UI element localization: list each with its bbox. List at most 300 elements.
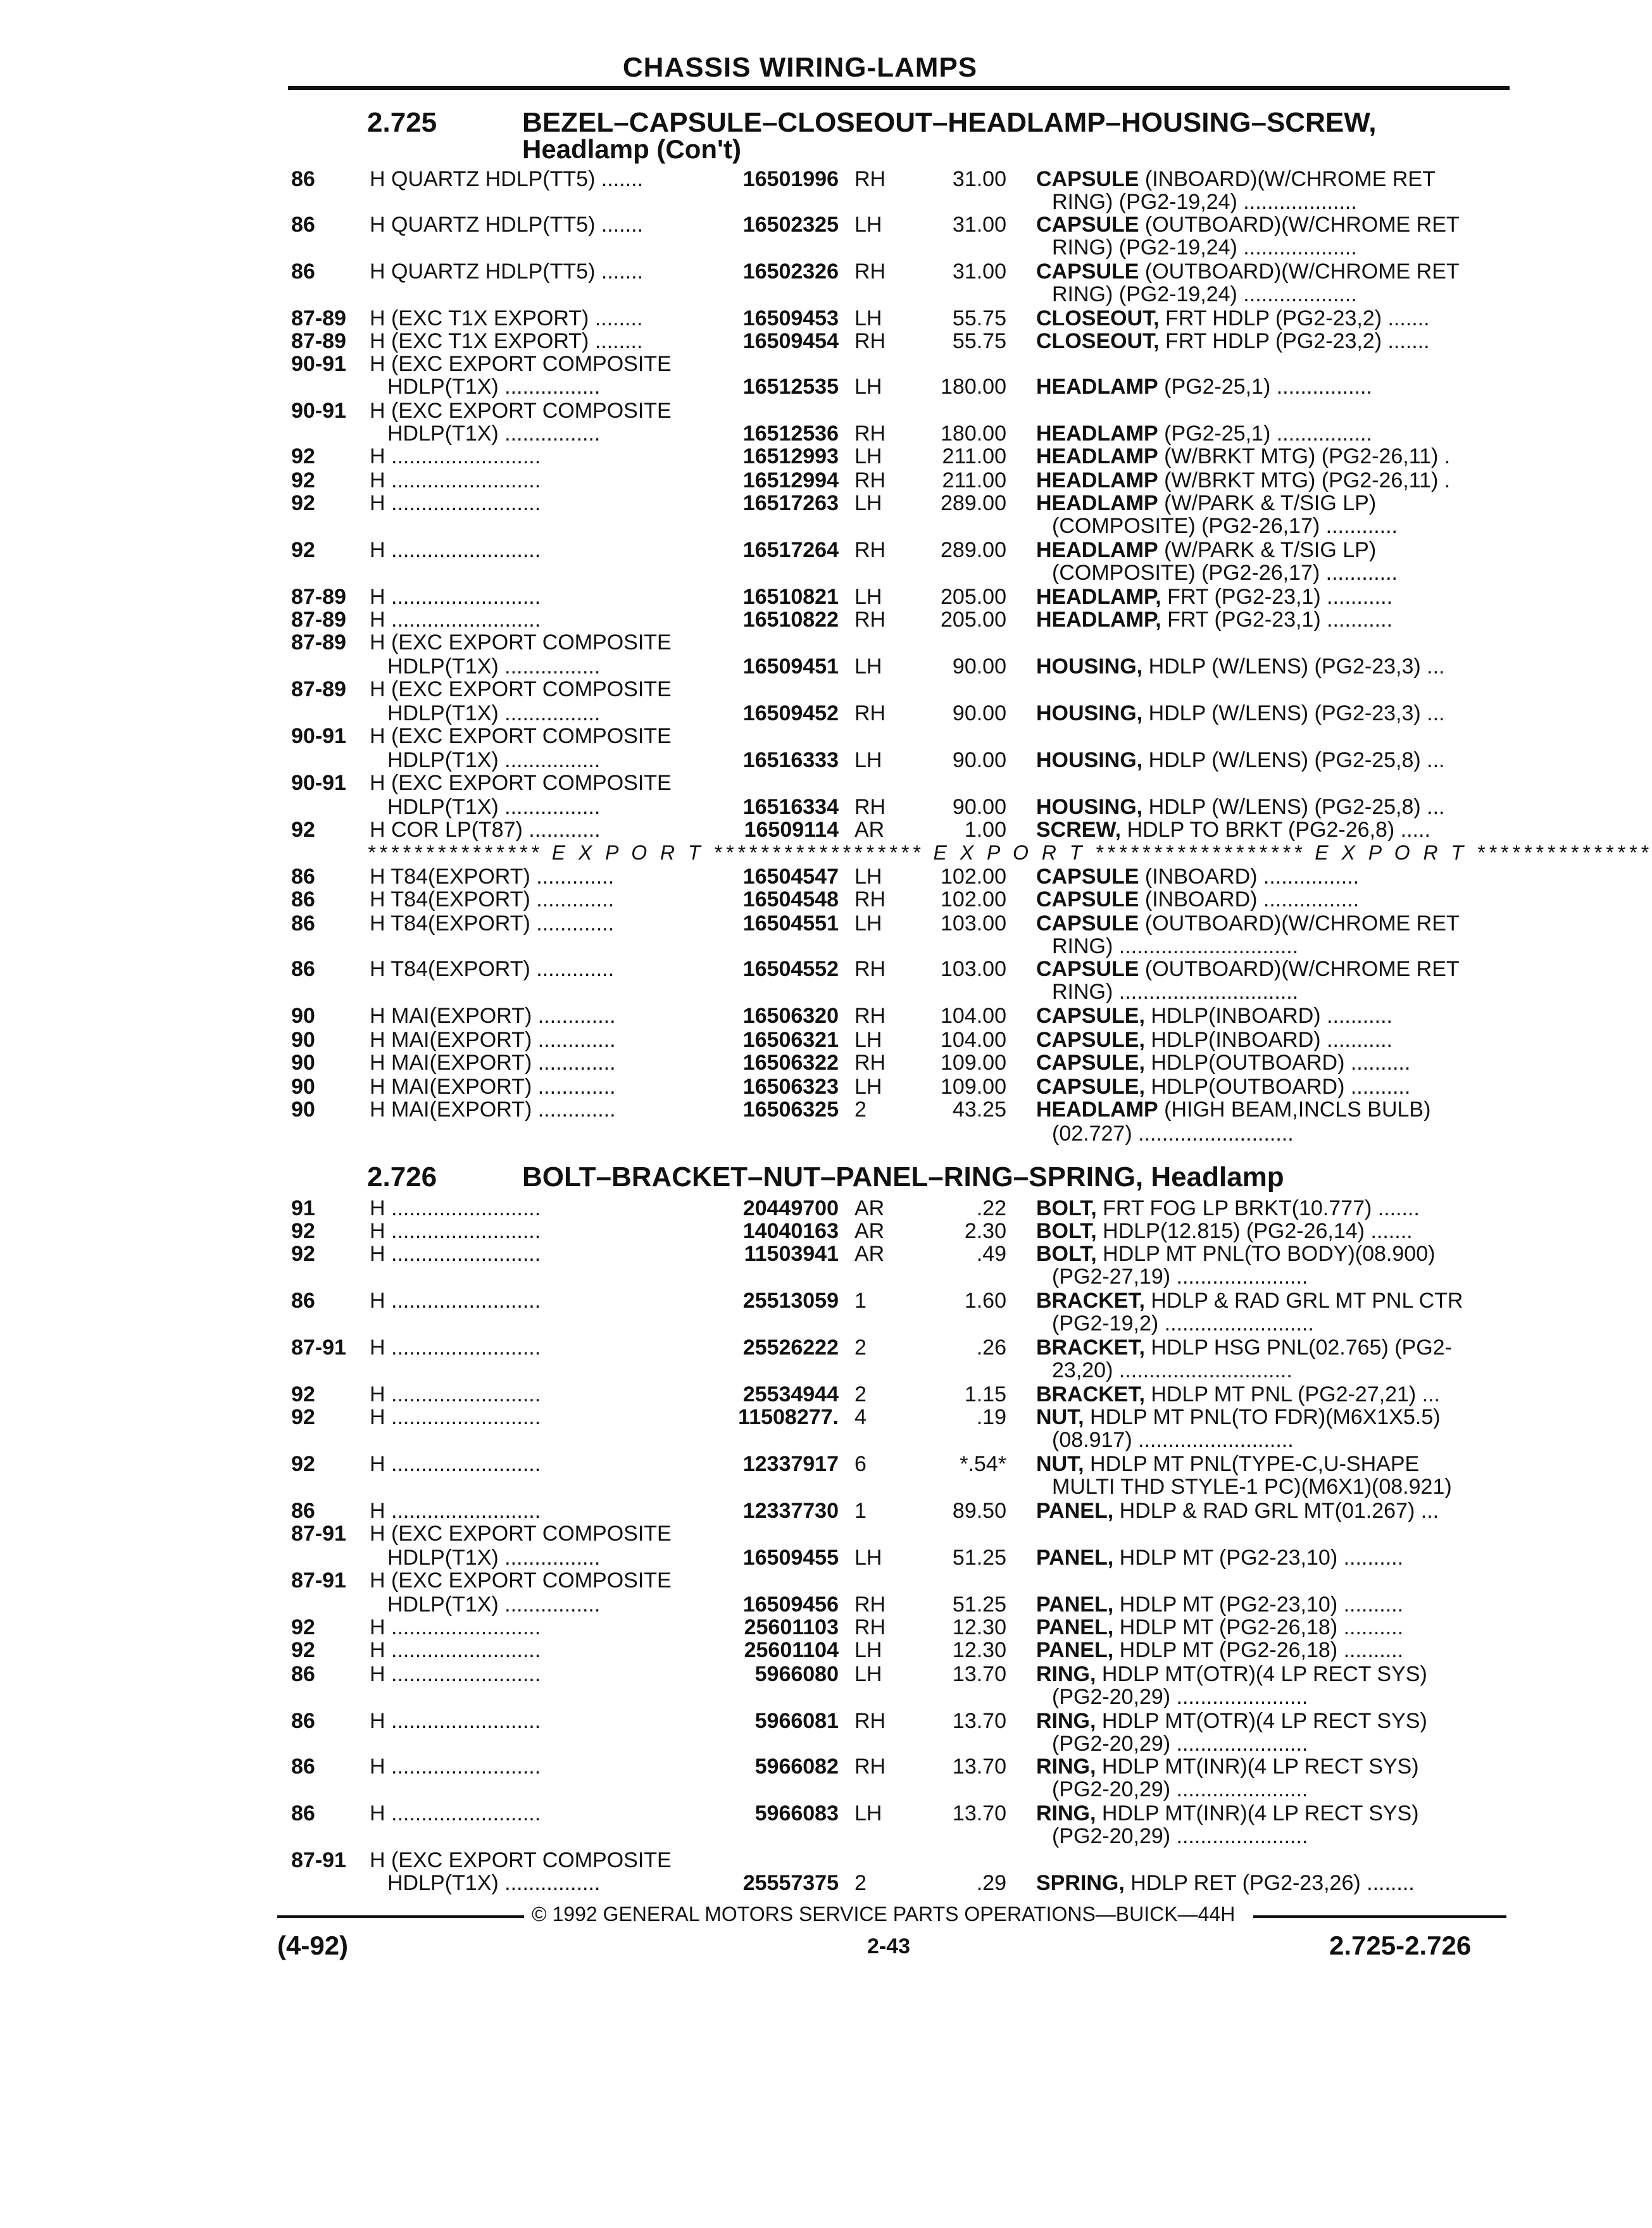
part-name: HEADLAMP (W/PARK & T/SIG LP) bbox=[1036, 538, 1377, 562]
table-row bbox=[0, 724, 1600, 748]
part-name: PANEL, HDLP MT (PG2-26,18) .......... bbox=[1036, 1638, 1404, 1662]
part-name: (PG2-20,29) ...................... bbox=[1052, 1824, 1308, 1848]
quantity: LH bbox=[854, 1028, 882, 1052]
part-number: 16509456 bbox=[742, 1593, 839, 1617]
table-row bbox=[0, 329, 1600, 353]
price: 13.70 bbox=[952, 1801, 1006, 1825]
table-row bbox=[0, 399, 1600, 423]
model-year: 87-89 bbox=[291, 306, 346, 330]
application-description: H ......................... bbox=[370, 1219, 541, 1243]
application-description: H (EXC EXPORT COMPOSITE bbox=[370, 1522, 672, 1546]
part-name: (PG2-20,29) ...................... bbox=[1052, 1685, 1308, 1709]
model-year: 86 bbox=[291, 260, 315, 284]
price: 31.00 bbox=[952, 260, 1006, 284]
part-name: BOLT, HDLP(12.815) (PG2-26,14) ....... bbox=[1036, 1219, 1413, 1243]
part-name: RING) (PG2-19,24) ................... bbox=[1052, 235, 1357, 260]
part-name: HEADLAMP (W/BRKT MTG) (PG2-26,11) . bbox=[1036, 468, 1451, 492]
application-description: H (EXC EXPORT COMPOSITE bbox=[370, 399, 672, 423]
part-number: 16509453 bbox=[742, 306, 839, 330]
price: 13.70 bbox=[952, 1755, 1006, 1779]
part-name: PANEL, HDLP MT (PG2-26,18) .......... bbox=[1036, 1615, 1404, 1639]
price: 180.00 bbox=[941, 422, 1006, 446]
quantity: LH bbox=[854, 375, 882, 399]
table-row bbox=[0, 654, 1600, 679]
table-row bbox=[0, 1662, 1600, 1686]
part-name: BOLT, HDLP MT PNL(TO BODY)(08.900) bbox=[1036, 1242, 1436, 1266]
part-name: SCREW, HDLP TO BRKT (PG2-26,8) ..... bbox=[1036, 818, 1430, 842]
application-description: HDLP(T1X) ................ bbox=[387, 795, 601, 819]
table-row-continuation bbox=[0, 1358, 1600, 1382]
table-row bbox=[0, 444, 1600, 468]
application-description: H (EXC T1X EXPORT) ........ bbox=[370, 306, 643, 330]
part-name: (PG2-20,29) ...................... bbox=[1052, 1732, 1308, 1756]
table-row bbox=[0, 911, 1600, 936]
model-year: 87-89 bbox=[291, 677, 346, 701]
part-number: 16517263 bbox=[742, 491, 839, 515]
quantity: RH bbox=[854, 1004, 886, 1028]
price: 211.00 bbox=[942, 468, 1006, 492]
table-row bbox=[0, 1382, 1600, 1406]
page-header: CHASSIS WIRING-LAMPS bbox=[622, 52, 978, 83]
table-row-continuation bbox=[0, 282, 1600, 306]
part-name: CAPSULE (OUTBOARD)(W/CHROME RET bbox=[1036, 957, 1460, 981]
price: 103.00 bbox=[941, 911, 1006, 936]
application-description: H ......................... bbox=[370, 1336, 541, 1360]
part-number: 16512993 bbox=[742, 444, 839, 468]
table-row bbox=[0, 468, 1600, 492]
part-name: RING, HDLP MT(OTR)(4 LP RECT SYS) bbox=[1036, 1662, 1427, 1686]
model-year: 86 bbox=[291, 167, 315, 191]
price: 104.00 bbox=[941, 1028, 1006, 1052]
price: .49 bbox=[976, 1242, 1006, 1266]
table-row bbox=[0, 1405, 1600, 1429]
table-row bbox=[0, 630, 1600, 654]
model-year: 86 bbox=[291, 1709, 315, 1733]
part-name: CAPSULE (INBOARD) ................ bbox=[1036, 865, 1360, 889]
model-year: 86 bbox=[291, 1801, 315, 1825]
quantity: 6 bbox=[854, 1452, 867, 1476]
part-name: HEADLAMP (PG2-25,1) ................ bbox=[1036, 375, 1372, 399]
price: 51.25 bbox=[952, 1546, 1006, 1570]
application-description: H (EXC EXPORT COMPOSITE bbox=[370, 1568, 672, 1593]
part-name: HEADLAMP, FRT (PG2-23,1) ........... bbox=[1036, 585, 1393, 609]
application-description: H QUARTZ HDLP(TT5) ....... bbox=[370, 167, 643, 191]
application-description: H (EXC T1X EXPORT) ........ bbox=[370, 329, 643, 353]
table-row bbox=[0, 1051, 1600, 1075]
model-year: 87-89 bbox=[291, 585, 346, 609]
part-number: 16509454 bbox=[742, 329, 839, 353]
part-number: 16512536 bbox=[742, 422, 839, 446]
application-description: H QUARTZ HDLP(TT5) ....... bbox=[370, 213, 643, 237]
part-number: 16516333 bbox=[742, 748, 839, 772]
part-number: 16504548 bbox=[742, 887, 839, 911]
model-year: 87-89 bbox=[291, 630, 346, 654]
model-year: 90 bbox=[291, 1075, 315, 1099]
application-description: H ......................... bbox=[370, 1638, 541, 1662]
application-description: H ......................... bbox=[370, 608, 541, 632]
part-number: 16509455 bbox=[742, 1546, 839, 1570]
application-description: H ......................... bbox=[370, 1405, 541, 1429]
table-row bbox=[0, 1196, 1600, 1220]
part-name: PANEL, HDLP & RAD GRL MT(01.267) ... bbox=[1036, 1499, 1439, 1523]
table-row-continuation bbox=[0, 235, 1600, 260]
price: 289.00 bbox=[941, 538, 1006, 562]
export-divider bbox=[0, 841, 1652, 865]
table-row bbox=[0, 701, 1600, 725]
part-name: RING, HDLP MT(INR)(4 LP RECT SYS) bbox=[1036, 1801, 1419, 1825]
price: 89.50 bbox=[952, 1499, 1006, 1523]
part-number: 5966080 bbox=[754, 1662, 839, 1686]
section-title: BEZEL–CAPSULE–CLOSEOUT–HEADLAMP–HOUSING–SCREW, bbox=[522, 107, 1377, 138]
part-name: BRACKET, HDLP & RAD GRL MT PNL CTR bbox=[1036, 1289, 1463, 1313]
quantity: 1 bbox=[854, 1289, 867, 1313]
table-row bbox=[0, 1499, 1600, 1523]
part-name: 23,20) ............................. bbox=[1052, 1358, 1292, 1382]
application-description: H T84(EXPORT) ............. bbox=[370, 887, 615, 911]
part-number: 16506325 bbox=[742, 1098, 839, 1122]
part-number: 16509452 bbox=[742, 701, 839, 725]
part-name: CAPSULE, HDLP(OUTBOARD) .......... bbox=[1036, 1075, 1411, 1099]
footer-range: 2.725-2.726 bbox=[1329, 1931, 1472, 1960]
price: 1.00 bbox=[964, 818, 1006, 842]
model-year: 87-91 bbox=[291, 1568, 346, 1593]
part-number: 16502325 bbox=[742, 213, 839, 237]
table-row bbox=[0, 585, 1600, 609]
model-year: 86 bbox=[291, 865, 315, 889]
table-row-continuation bbox=[0, 1265, 1600, 1289]
quantity: LH bbox=[854, 444, 882, 468]
price: .19 bbox=[976, 1405, 1006, 1429]
table-row-continuation bbox=[0, 1311, 1600, 1336]
application-description: H ......................... bbox=[370, 1801, 541, 1825]
part-number: 16506323 bbox=[742, 1075, 839, 1099]
application-description: HDLP(T1X) ................ bbox=[387, 375, 601, 399]
table-row bbox=[0, 1593, 1600, 1617]
part-name: CAPSULE (INBOARD) ................ bbox=[1036, 887, 1360, 911]
footer-page-number: 2-43 bbox=[867, 1934, 911, 1958]
model-year: 92 bbox=[291, 468, 315, 492]
table-row bbox=[0, 167, 1600, 191]
part-number: 16509451 bbox=[742, 654, 839, 679]
quantity: 2 bbox=[854, 1382, 867, 1406]
part-number: 25601104 bbox=[744, 1638, 839, 1662]
part-name: HOUSING, HDLP (W/LENS) (PG2-25,8) ... bbox=[1036, 748, 1445, 772]
table-row bbox=[0, 1242, 1600, 1266]
part-name: RING) .............................. bbox=[1052, 934, 1299, 958]
quantity: LH bbox=[854, 1662, 882, 1686]
part-number: 16504551 bbox=[742, 911, 839, 936]
table-row bbox=[0, 1452, 1600, 1476]
application-description: H ......................... bbox=[370, 1196, 541, 1220]
model-year: 87-89 bbox=[291, 608, 346, 632]
price: 55.75 bbox=[952, 306, 1006, 330]
model-year: 92 bbox=[291, 1452, 315, 1476]
application-description: H ......................... bbox=[370, 468, 541, 492]
part-name: (PG2-19,2) ......................... bbox=[1052, 1311, 1314, 1336]
model-year: 86 bbox=[291, 213, 315, 237]
table-row bbox=[0, 491, 1600, 515]
part-number: 25513059 bbox=[742, 1289, 839, 1313]
quantity: RH bbox=[854, 422, 886, 446]
quantity: RH bbox=[854, 1709, 886, 1733]
quantity: 4 bbox=[854, 1405, 867, 1429]
price: 13.70 bbox=[952, 1709, 1006, 1733]
price: 102.00 bbox=[941, 887, 1006, 911]
table-row bbox=[0, 1098, 1600, 1122]
table-row-continuation bbox=[0, 1685, 1600, 1709]
model-year: 90-91 bbox=[291, 352, 346, 376]
model-year: 90 bbox=[291, 1004, 315, 1028]
part-number: 20449700 bbox=[742, 1196, 839, 1220]
quantity: AR bbox=[854, 1219, 885, 1243]
application-description: H MAI(EXPORT) ............. bbox=[370, 1051, 616, 1075]
quantity: 2 bbox=[854, 1098, 867, 1122]
quantity: RH bbox=[854, 608, 886, 632]
part-name: BOLT, FRT FOG LP BRKT(10.777) ....... bbox=[1036, 1196, 1420, 1220]
table-row bbox=[0, 1755, 1600, 1779]
application-description: H (EXC EXPORT COMPOSITE bbox=[370, 771, 672, 795]
quantity: LH bbox=[854, 1638, 882, 1662]
price: 1.15 bbox=[964, 1382, 1006, 1406]
part-number: 25526222 bbox=[742, 1336, 839, 1360]
model-year: 87-91 bbox=[291, 1848, 346, 1872]
table-row bbox=[0, 1638, 1600, 1662]
table-row-continuation bbox=[0, 1732, 1600, 1756]
price: 102.00 bbox=[941, 865, 1006, 889]
quantity: RH bbox=[854, 167, 886, 191]
quantity: LH bbox=[854, 654, 882, 679]
application-description: H (EXC EXPORT COMPOSITE bbox=[370, 724, 672, 748]
part-number: 12337730 bbox=[742, 1499, 839, 1523]
application-description: H ......................... bbox=[370, 444, 541, 468]
price: .29 bbox=[976, 1871, 1006, 1895]
application-description: H ......................... bbox=[370, 1662, 541, 1686]
quantity: LH bbox=[854, 911, 882, 936]
table-row bbox=[0, 1522, 1600, 1546]
model-year: 86 bbox=[291, 911, 315, 936]
table-row bbox=[0, 865, 1600, 889]
part-number: 16510822 bbox=[742, 608, 839, 632]
table-row bbox=[0, 1219, 1600, 1243]
model-year: 86 bbox=[291, 1289, 315, 1313]
application-description: H ......................... bbox=[370, 1242, 541, 1266]
table-row bbox=[0, 213, 1600, 237]
application-description: HDLP(T1X) ................ bbox=[387, 654, 601, 679]
table-row bbox=[0, 1075, 1600, 1099]
quantity: RH bbox=[854, 701, 886, 725]
part-name: CAPSULE (OUTBOARD)(W/CHROME RET bbox=[1036, 260, 1460, 284]
quantity: RH bbox=[854, 260, 886, 284]
table-row bbox=[0, 375, 1600, 399]
part-number: 16510821 bbox=[742, 585, 839, 609]
part-number: 16517264 bbox=[742, 538, 839, 562]
part-name: (PG2-20,29) ...................... bbox=[1052, 1777, 1308, 1801]
model-year: 92 bbox=[291, 1615, 315, 1639]
price: 90.00 bbox=[952, 748, 1006, 772]
quantity: LH bbox=[854, 491, 882, 515]
part-number: 25557375 bbox=[742, 1871, 839, 1895]
part-number: 16504552 bbox=[742, 957, 839, 981]
application-description: HDLP(T1X) ................ bbox=[387, 1871, 601, 1895]
application-description: HDLP(T1X) ................ bbox=[387, 422, 601, 446]
application-description: H ......................... bbox=[370, 538, 541, 562]
application-description: H (EXC EXPORT COMPOSITE bbox=[370, 677, 672, 701]
model-year: 92 bbox=[291, 1638, 315, 1662]
model-year: 92 bbox=[291, 1405, 315, 1429]
application-description: HDLP(T1X) ................ bbox=[387, 1546, 601, 1570]
quantity: LH bbox=[854, 1546, 882, 1570]
price: 205.00 bbox=[941, 608, 1006, 632]
application-description: H T84(EXPORT) ............. bbox=[370, 865, 615, 889]
quantity: LH bbox=[854, 865, 882, 889]
part-name: (08.917) .......................... bbox=[1052, 1428, 1294, 1452]
price: 55.75 bbox=[952, 329, 1006, 353]
part-name: PANEL, HDLP MT (PG2-23,10) .......... bbox=[1036, 1546, 1404, 1570]
table-row bbox=[0, 748, 1600, 772]
part-name: HOUSING, HDLP (W/LENS) (PG2-23,3) ... bbox=[1036, 701, 1445, 725]
quantity: 2 bbox=[854, 1871, 867, 1895]
model-year: 92 bbox=[291, 1382, 315, 1406]
price: .26 bbox=[976, 1336, 1006, 1360]
part-name: CLOSEOUT, FRT HDLP (PG2-23,2) ....... bbox=[1036, 329, 1430, 353]
part-number: 16506321 bbox=[742, 1028, 839, 1052]
table-row-continuation bbox=[0, 1475, 1600, 1499]
application-description: H ......................... bbox=[370, 1755, 541, 1779]
quantity: LH bbox=[854, 213, 882, 237]
model-year: 92 bbox=[291, 1242, 315, 1266]
application-description: H T84(EXPORT) ............. bbox=[370, 911, 615, 936]
application-description: H ......................... bbox=[370, 1615, 541, 1639]
table-row bbox=[0, 1028, 1600, 1052]
price: 31.00 bbox=[952, 167, 1006, 191]
quantity: RH bbox=[854, 957, 886, 981]
table-row bbox=[0, 1289, 1600, 1313]
table-row bbox=[0, 795, 1600, 819]
quantity: AR bbox=[854, 818, 885, 842]
part-name: RING, HDLP MT(OTR)(4 LP RECT SYS) bbox=[1036, 1709, 1427, 1733]
price: 289.00 bbox=[941, 491, 1006, 515]
model-year: 87-89 bbox=[291, 329, 346, 353]
quantity: RH bbox=[854, 1051, 886, 1075]
model-year: 87-91 bbox=[291, 1336, 346, 1360]
table-row bbox=[0, 1568, 1600, 1593]
application-description: H (EXC EXPORT COMPOSITE bbox=[370, 630, 672, 654]
table-row bbox=[0, 306, 1600, 330]
quantity: RH bbox=[854, 887, 886, 911]
price: 90.00 bbox=[952, 795, 1006, 819]
price: 13.70 bbox=[952, 1662, 1006, 1686]
part-number: 25534944 bbox=[742, 1382, 839, 1406]
part-number: 12337917 bbox=[742, 1452, 839, 1476]
price: 90.00 bbox=[952, 654, 1006, 679]
quantity: LH bbox=[854, 1801, 882, 1825]
price: 211.00 bbox=[942, 444, 1006, 468]
application-description: H ......................... bbox=[370, 585, 541, 609]
price: 205.00 bbox=[941, 585, 1006, 609]
part-number: 14040163 bbox=[742, 1219, 839, 1243]
part-name: RING) (PG2-19,24) ................... bbox=[1052, 282, 1357, 306]
part-name: CLOSEOUT, FRT HDLP (PG2-23,2) ....... bbox=[1036, 306, 1430, 330]
table-row-continuation bbox=[0, 934, 1600, 958]
model-year: 86 bbox=[291, 957, 315, 981]
table-row bbox=[0, 608, 1600, 632]
application-description: H T84(EXPORT) ............. bbox=[370, 957, 615, 981]
table-row bbox=[0, 422, 1600, 446]
table-row bbox=[0, 260, 1600, 284]
application-description: H MAI(EXPORT) ............. bbox=[370, 1075, 616, 1099]
application-description: H COR LP(T87) ............ bbox=[370, 818, 601, 842]
part-name: SPRING, HDLP RET (PG2-23,26) ........ bbox=[1036, 1871, 1415, 1895]
part-name: HEADLAMP, FRT (PG2-23,1) ........... bbox=[1036, 608, 1393, 632]
quantity: RH bbox=[854, 1755, 886, 1779]
table-row bbox=[0, 1801, 1600, 1825]
part-name: NUT, HDLP MT PNL(TO FDR)(M6X1X5.5) bbox=[1036, 1405, 1441, 1429]
quantity: RH bbox=[854, 1615, 886, 1639]
application-description: HDLP(T1X) ................ bbox=[387, 701, 601, 725]
price: 180.00 bbox=[941, 375, 1006, 399]
table-row-continuation bbox=[0, 561, 1600, 585]
part-number: 16504547 bbox=[742, 865, 839, 889]
table-row bbox=[0, 818, 1600, 842]
part-number: 5966083 bbox=[754, 1801, 839, 1825]
export-label: *************** E X P O R T ****************** E X P O R T ****************** E X P O R T *************** bbox=[367, 841, 1652, 864]
part-number: 16501996 bbox=[742, 167, 839, 191]
price: 43.25 bbox=[952, 1098, 1006, 1122]
part-number: 11508277. bbox=[738, 1405, 839, 1429]
quantity: LH bbox=[854, 585, 882, 609]
part-name: PANEL, HDLP MT (PG2-23,10) .......... bbox=[1036, 1593, 1404, 1617]
part-name: CAPSULE, HDLP(OUTBOARD) .......... bbox=[1036, 1051, 1411, 1075]
quantity: LH bbox=[854, 1075, 882, 1099]
price: 31.00 bbox=[952, 213, 1006, 237]
quantity: 2 bbox=[854, 1336, 867, 1360]
part-name: NUT, HDLP MT PNL(TYPE-C,U-SHAPE bbox=[1036, 1452, 1420, 1476]
price: 109.00 bbox=[941, 1051, 1006, 1075]
model-year: 87-91 bbox=[291, 1522, 346, 1546]
model-year: 91 bbox=[291, 1196, 315, 1220]
part-number: 16509114 bbox=[744, 818, 839, 842]
model-year: 92 bbox=[291, 1219, 315, 1243]
quantity: 1 bbox=[854, 1499, 867, 1523]
model-year: 90-91 bbox=[291, 724, 346, 748]
table-row-continuation bbox=[0, 1824, 1600, 1848]
application-description: H ......................... bbox=[370, 1452, 541, 1476]
application-description: H ......................... bbox=[370, 1709, 541, 1733]
price: 109.00 bbox=[941, 1075, 1006, 1099]
footer-copyright: © 1992 GENERAL MOTORS SERVICE PARTS OPERATIONS—BUICK—44H bbox=[532, 1903, 1236, 1925]
part-name: (COMPOSITE) (PG2-26,17) ............ bbox=[1052, 514, 1398, 538]
table-row bbox=[0, 1709, 1600, 1733]
part-name: HEADLAMP (HIGH BEAM,INCLS BULB) bbox=[1036, 1098, 1431, 1122]
model-year: 86 bbox=[291, 1662, 315, 1686]
application-description: H MAI(EXPORT) ............. bbox=[370, 1028, 616, 1052]
part-number: 16512994 bbox=[742, 468, 839, 492]
model-year: 86 bbox=[291, 1499, 315, 1523]
part-number: 25601103 bbox=[744, 1615, 839, 1639]
part-number: 16506320 bbox=[742, 1004, 839, 1028]
quantity: LH bbox=[854, 748, 882, 772]
model-year: 90 bbox=[291, 1098, 315, 1122]
footer-date: (4-92) bbox=[277, 1931, 349, 1960]
application-description: H QUARTZ HDLP(TT5) ....... bbox=[370, 260, 643, 284]
application-description: H (EXC EXPORT COMPOSITE bbox=[370, 352, 672, 376]
table-row bbox=[0, 1615, 1600, 1639]
application-description: H ......................... bbox=[370, 1289, 541, 1313]
quantity: RH bbox=[854, 1593, 886, 1617]
footer-rule-right bbox=[1253, 1915, 1506, 1918]
part-number: 5966081 bbox=[754, 1709, 839, 1733]
application-description: H (EXC EXPORT COMPOSITE bbox=[370, 1848, 672, 1872]
